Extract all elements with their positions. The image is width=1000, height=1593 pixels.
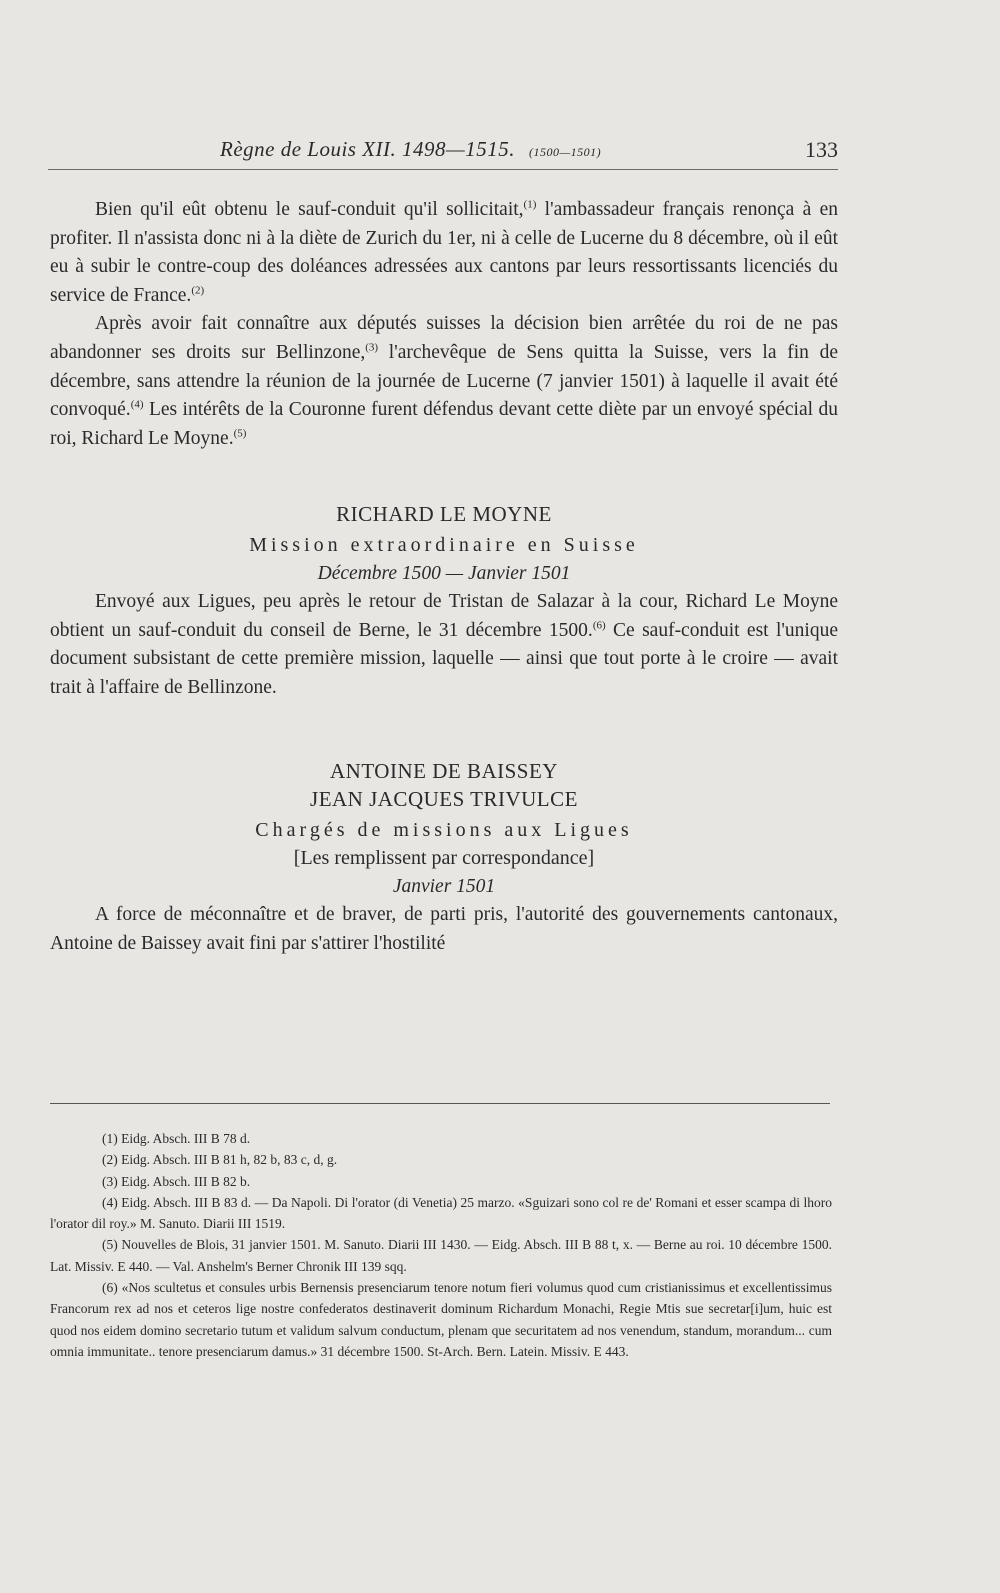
paragraph-4: A force de méconnaître et de braver, de parti pris, l'autorité des gouvernements cantonaux, Antoine de Baissey avait fini par s'attirer l'hostilité [50,904,838,955]
running-date: (1500—1501) [528,145,602,159]
paragraph-2-text-b: l'archevêque de Sens quitta la Suisse, vers la fin de décembre, sans attendre la réunion de la journée de Lucerne (7 janvier 1501) à laquelle il avait été convoqué. [50,341,838,421]
paragraph-3-text-a: Envoyé aux Ligues, peu après le retour de Tristan de Salazar à la cour, Richard Le Moyne obtient un sauf-conduit du conseil de Berne, le 31 décembre 1500. [50,591,838,641]
footnotes [50,1128,832,1362]
section-heading-jean-jacques-trivulce: JEAN JACQUES TRIVULCE [310,787,578,812]
section-heading-antoine-de-baissey: ANTOINE DE BAISSEY [330,758,558,783]
footnote-ref-3: (3) [365,341,379,354]
paragraph-3-text-b: Ce sauf-conduit est l'unique document subsistant de cette première mission, laquelle — ainsi que tout porte à le croire — avait trait à l'affaire de Bellinzone. [50,619,838,698]
footnote-ref-6: (6) [592,619,606,632]
footnote-5: (5) Nouvelles de Blois, 31 janvier 1501. M. Sanuto. Diarii III 1430. — Eidg. Absch. III B 88 t, x. — Berne au roi. 10 décembre 1500. Lat. Missiv. E 440. — Val. Anshelm's Berner Chronik III 139 sqq. [50,1237,832,1274]
footnote-6: (6) «Nos scultetus et consules urbis Bernensis presenciarum tenore notum fieri volumus quod cum cristianissimus et excellentissimus Francorum rex ad nos et ceteros lige nostre confederatos destinaverit dominum Richardum Monachi, Regie Mtis sue secretar[i]um, huic est quod nos eidem domino secretario tutum et validum salvum conductum, plenam que securitatem ad nos venendum, standum, morandum... cum omnia immunitate.. tenore presenciarum damus.» 31 décembre 1500. St-Arch. Bern. Latein. Missiv. E 443. [50,1280,832,1359]
paragraph-2 [50,310,838,453]
paragraph-1 [50,196,838,310]
footnote-2: (2) Eidg. Absch. III B 81 h, 82 b, 83 c, d, g. [102,1152,338,1168]
footnote-ref-1: (1) [523,198,537,211]
section-date-1: Décembre 1500 — Janvier 1501 [317,562,571,584]
running-title [220,137,601,162]
footnote-ref-5: (5) [233,427,247,440]
section-subtitle-2: Chargés de missions aux Ligues [255,818,633,841]
section-heading-richard-le-moyne: RICHARD LE MOYNE [336,502,552,527]
footnote-divider [50,1103,830,1104]
running-title-text: Règne de Louis XII. 1498—1515. [220,137,515,161]
paragraph-2-text-c: Les intérêts de la Couronne furent défendus devant cette diète par un envoyé spécial du roi, Richard Le Moyne. [50,399,838,449]
paragraph-1-text-a: Bien qu'il eût obtenu le sauf-conduit qu'il sollicitait, [95,199,524,220]
paragraph-2-text-a: Après avoir fait connaître aux députés suisses la décision bien arrêtée du roi de ne pas abandonner ses droits sur Bellinzone, [50,313,838,363]
running-header [48,133,838,170]
section-date-2: Janvier 1501 [392,875,496,897]
section-subtitle-1: Mission extraordinaire en Suisse [249,533,639,556]
footnote-4: (4) Eidg. Absch. III B 83 d. — Da Napoli. Di l'orator (di Venetia) 25 marzo. «Sguizari sono col re de' Romani et esser scampa di lhoro l'orator dil roy.» M. Sanuto. Diarii III 1519. [50,1194,832,1232]
footnote-3: (3) Eidg. Absch. III B 82 b. [102,1173,251,1189]
main-text [50,196,838,959]
footnote-ref-4: (4) [130,398,144,411]
footnote-1: (1) Eidg. Absch. III B 78 d. [102,1131,251,1146]
page-number: 133 [805,137,838,162]
footnote-ref-2: (2) [191,284,205,297]
paragraph-3 [50,588,838,702]
section-bracket-note: [Les remplissent par correspondance] [293,847,595,870]
paragraph-1-text-b: l'ambassadeur français renonça à en profiter. Il n'assista donc ni à la diète de Zurich du 1er, ni à celle de Lucerne du 8 décembre, où il eût eu à subir le contre-coup des doléances adressées aux cantons par leurs ressortissants licenciés du service de France. [50,199,838,306]
